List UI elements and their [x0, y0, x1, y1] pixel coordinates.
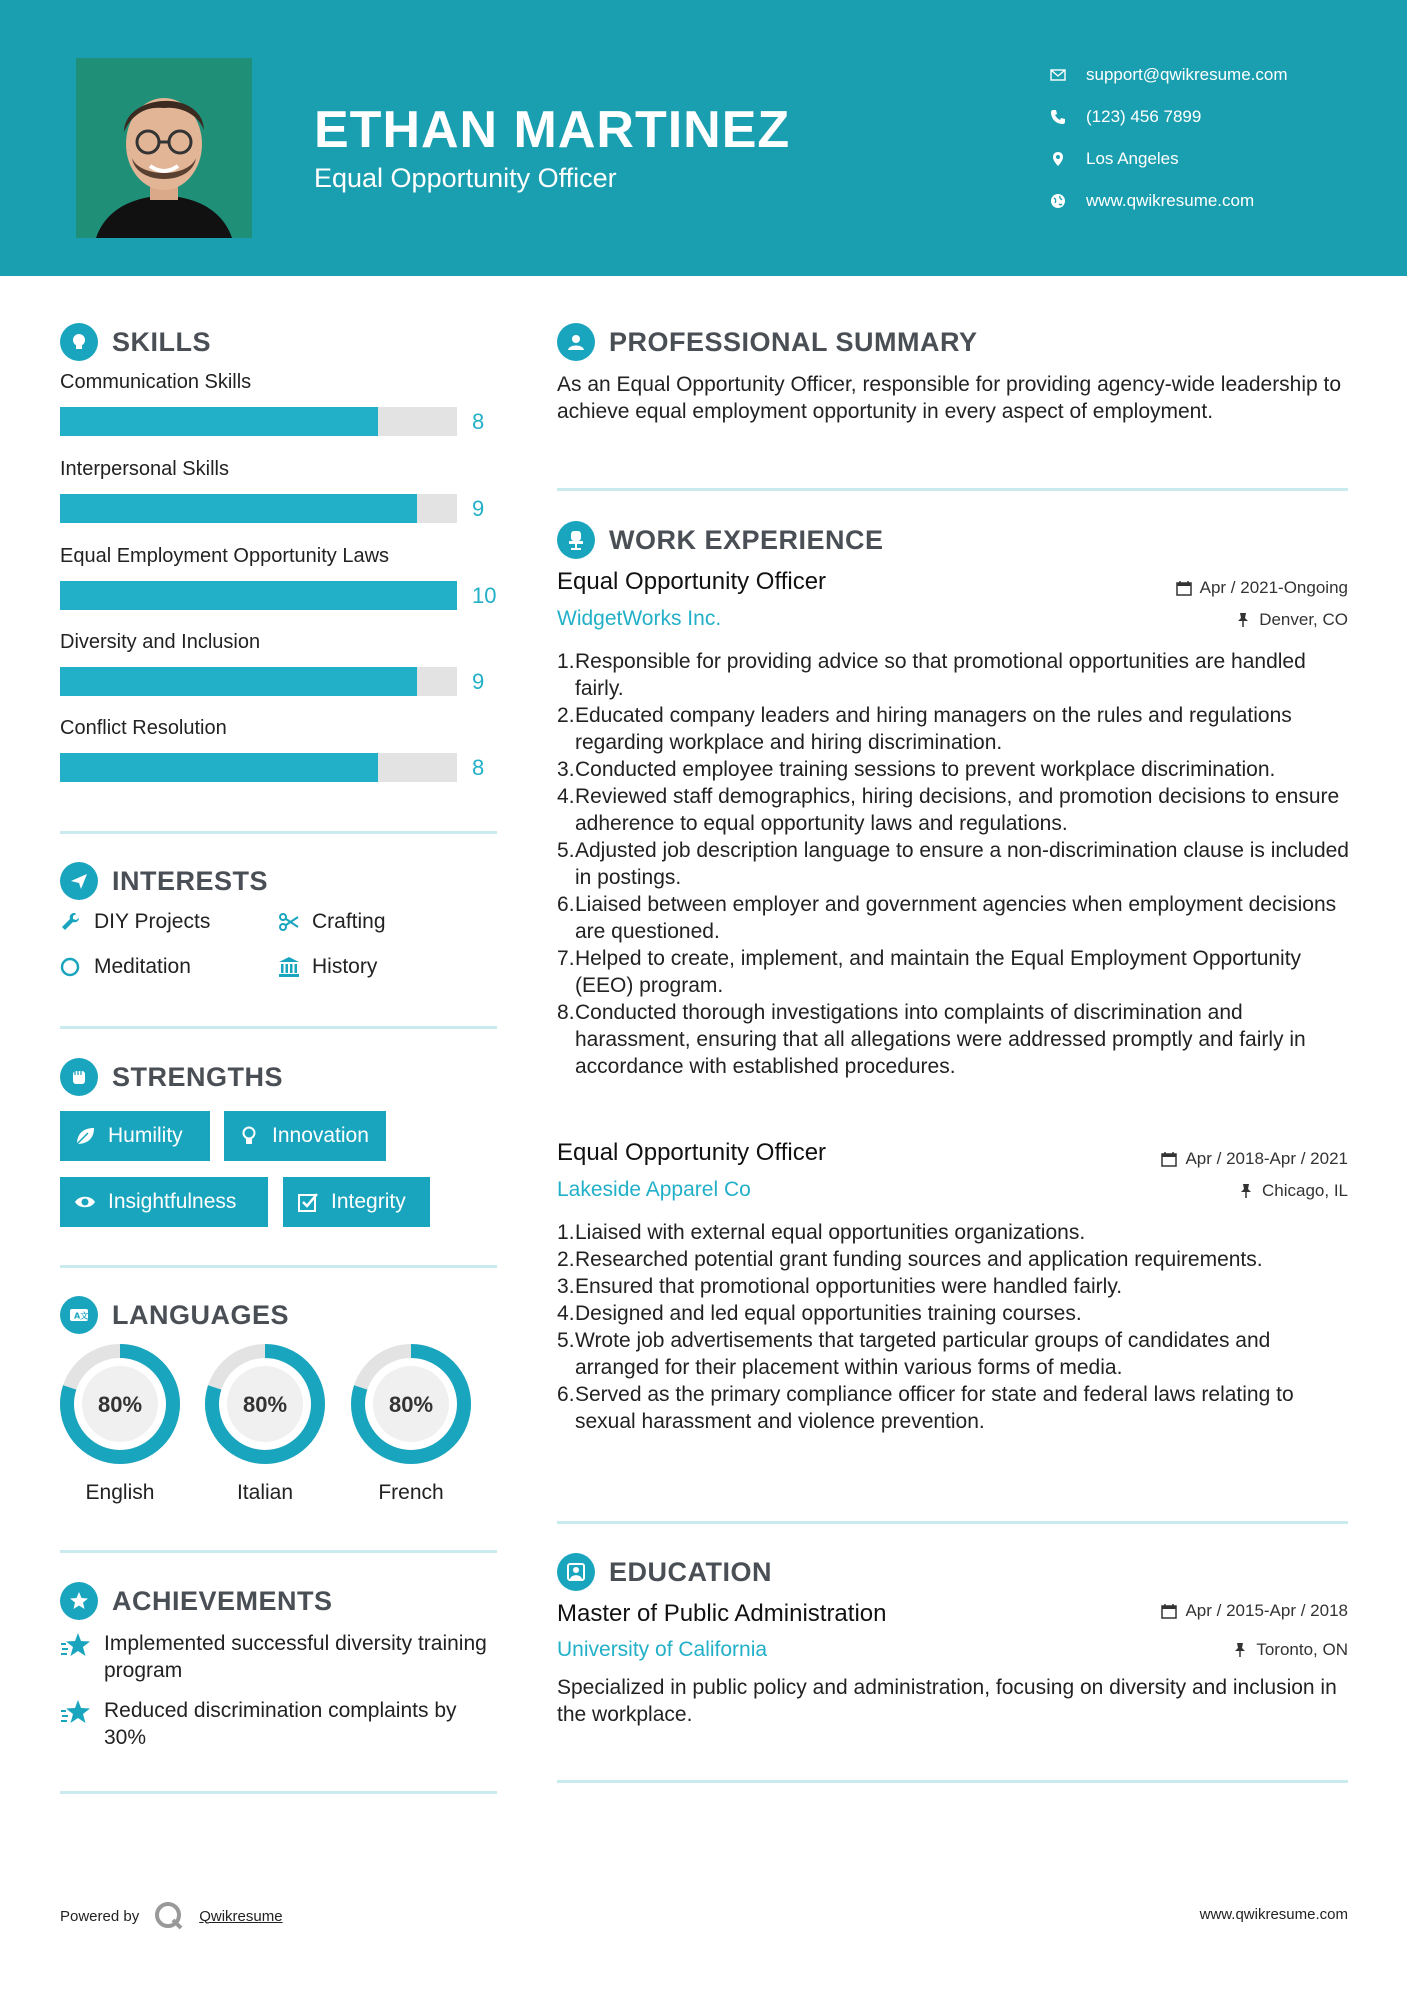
- language-ring: [204, 1343, 326, 1465]
- strength-label: Integrity: [331, 1190, 406, 1213]
- pushpin-icon: [1232, 1642, 1248, 1658]
- skill-value: 10: [472, 583, 497, 608]
- paper-plane-icon: [60, 862, 98, 900]
- summary-title: PROFESSIONAL SUMMARY: [609, 326, 978, 357]
- education-location: [1232, 1640, 1348, 1660]
- contact-email[interactable]: [1050, 54, 1288, 96]
- skill-value: 9: [472, 669, 485, 694]
- skill-bar: [60, 667, 457, 696]
- list-item: Ensured that promotional opportunities were handled fairly.: [575, 1275, 1123, 1298]
- graduate-icon: [557, 1553, 595, 1591]
- skill-bar-fill: [60, 753, 378, 782]
- languages-title: LANGUAGES: [112, 1299, 290, 1330]
- job-location: [1238, 1181, 1348, 1201]
- star-icon: [60, 1632, 92, 1660]
- skill-label: Diversity and Inclusion: [60, 631, 261, 653]
- strength-label: Insightfulness: [108, 1190, 237, 1213]
- language-item: [350, 1343, 472, 1505]
- section-divider: [60, 1791, 497, 1794]
- interest-label: Crafting: [312, 910, 386, 933]
- interest-item: [278, 910, 386, 934]
- list-item: Educated company leaders and hiring managers on the rules and regulations regarding workplace and hiring discrimination.: [575, 704, 1292, 754]
- achievements-title: ACHIEVEMENTS: [112, 1585, 333, 1616]
- star-badge-icon: [60, 1582, 98, 1620]
- section-divider: [60, 1265, 497, 1268]
- calendar-icon: [1161, 1151, 1177, 1167]
- language-name: French: [378, 1481, 444, 1504]
- calendar-icon: [1176, 580, 1192, 596]
- list-item: Researched potential grant funding sources and application requirements.: [575, 1248, 1263, 1271]
- contact-website[interactable]: [1050, 180, 1288, 222]
- globe-icon: [1050, 193, 1086, 209]
- responsibility-list: [557, 1219, 1357, 1435]
- section-divider: [60, 831, 497, 834]
- degree-title: Master of Public Administration: [557, 1600, 887, 1627]
- profile-photo-illustration: [76, 58, 252, 238]
- contact-location: [1050, 138, 1288, 180]
- profile-photo: [76, 58, 252, 238]
- strength-chip: [60, 1111, 210, 1161]
- language-icon: [60, 1296, 98, 1334]
- contact-website-text: www.qwikresume.com: [1086, 191, 1255, 210]
- job-dates-text: Apr / 2021-Ongoing: [1199, 578, 1348, 597]
- education-dates: [1161, 1601, 1348, 1621]
- contact-phone-text: (123) 456 7899: [1086, 107, 1202, 126]
- achievement-item: [60, 1630, 500, 1684]
- list-item: Conducted employee training sessions to prevent workplace discrimination.: [575, 758, 1276, 781]
- list-item: Adjusted job description language to ensure a non-discrimination clause is included in postings.: [575, 839, 1349, 889]
- job-title: Equal Opportunity Officer: [557, 1139, 827, 1166]
- languages-heading: [60, 1296, 289, 1334]
- lightbulb-icon: [238, 1125, 260, 1147]
- footer-url[interactable]: www.qwikresume.com: [1199, 1906, 1348, 1923]
- education-title: EDUCATION: [609, 1556, 772, 1587]
- section-divider: [557, 1521, 1348, 1524]
- language-percent: 80%: [242, 1392, 288, 1417]
- candidate-name: ETHAN MARTINEZ: [314, 101, 791, 159]
- skills-heading: [60, 323, 211, 361]
- list-item: Liaised between employer and government agencies when employment decisions are questioned.: [575, 893, 1337, 943]
- company-name: Lakeside Apparel Co: [557, 1178, 751, 1201]
- interests-title: INTERESTS: [112, 865, 269, 896]
- skill-bar: [60, 753, 457, 782]
- eye-icon: [74, 1191, 96, 1213]
- job-dates: [1176, 578, 1348, 598]
- location-pin-icon: [1050, 151, 1086, 167]
- section-divider: [557, 488, 1348, 491]
- brand-link[interactable]: Qwikresume: [199, 1907, 283, 1925]
- office-chair-icon: [557, 521, 595, 559]
- achievement-text: Implemented successful diversity training program: [104, 1632, 487, 1682]
- education-heading: [557, 1553, 772, 1591]
- strength-chip: [224, 1111, 386, 1161]
- qwikresume-logo-icon: [153, 1900, 185, 1932]
- summary-heading: [557, 323, 978, 361]
- section-divider: [557, 1780, 1348, 1783]
- job-dates-text: Apr / 2018-Apr / 2021: [1185, 1149, 1348, 1168]
- list-item: Responsible for providing advice so that promotional opportunities are handled fairly.: [575, 650, 1306, 700]
- user-icon: [557, 323, 595, 361]
- summary-text: As an Equal Opportunity Officer, responsible for providing agency-wide leadership to achieve equal employment opportunity in every aspect of employment.: [557, 373, 1342, 423]
- skill-label: Conflict Resolution: [60, 717, 227, 739]
- pushpin-icon: [1238, 1183, 1254, 1199]
- envelope-icon: [1050, 67, 1086, 83]
- scissors-icon: [278, 911, 300, 933]
- powered-by-text: Powered by: [60, 1907, 140, 1925]
- skill-bar-fill: [60, 494, 417, 523]
- skills-title: SKILLS: [112, 326, 212, 357]
- candidate-title: Equal Opportunity Officer: [314, 163, 617, 193]
- strength-chip: [60, 1177, 268, 1227]
- lightbulb-icon: [60, 323, 98, 361]
- svg-text:A文: A文: [74, 1311, 89, 1321]
- resume-header: [0, 0, 1407, 276]
- skill-value: 9: [472, 496, 485, 521]
- list-item: Served as the primary compliance officer for state and federal laws relating to sexual harassment and violence prevention.: [575, 1383, 1294, 1433]
- school-name: University of California: [557, 1638, 768, 1661]
- interests-heading: [60, 862, 268, 900]
- interest-label: DIY Projects: [94, 910, 211, 933]
- skill-label: Communication Skills: [60, 371, 252, 393]
- language-percent: 80%: [97, 1392, 143, 1417]
- job-location-text: Denver, CO: [1259, 610, 1348, 629]
- skill-bar: [60, 407, 457, 436]
- star-icon: [60, 1699, 92, 1727]
- list-item: Helped to create, implement, and maintain the Equal Employment Opportunity (EEO) program.: [575, 947, 1302, 997]
- interest-label: History: [312, 955, 378, 978]
- skill-label: Equal Employment Opportunity Laws: [60, 545, 390, 567]
- skill-value: 8: [472, 755, 485, 780]
- wrench-icon: [60, 911, 82, 933]
- language-ring: [59, 1343, 181, 1465]
- achievement-text: Reduced discrimination complaints by 30%: [104, 1699, 457, 1749]
- list-item: Designed and led equal opportunities training courses.: [575, 1302, 1082, 1325]
- skill-bar-fill: [60, 581, 457, 610]
- list-item: Liaised with external equal opportunities organizations.: [575, 1221, 1086, 1244]
- strengths-title: STRENGTHS: [112, 1061, 284, 1092]
- job-dates: [1161, 1149, 1348, 1169]
- job-location: [1235, 610, 1348, 630]
- language-percent: 80%: [388, 1392, 434, 1417]
- check-square-icon: [297, 1191, 319, 1213]
- skill-bar: [60, 494, 457, 523]
- section-divider: [60, 1026, 497, 1029]
- education-text: Specialized in public policy and administration, focusing on diversity and inclusion in the workplace.: [557, 1676, 1337, 1726]
- strengths-heading: [60, 1058, 283, 1096]
- pushpin-icon: [1235, 612, 1251, 628]
- interest-item: [60, 910, 210, 934]
- museum-icon: [278, 956, 300, 978]
- language-item: [204, 1343, 326, 1505]
- responsibility-list: [557, 648, 1357, 1080]
- calendar-icon: [1161, 1603, 1177, 1619]
- list-item: Wrote job advertisements that targeted particular groups of candidates and arranged for their placement within various forms of media.: [575, 1329, 1271, 1379]
- strength-label: Humility: [108, 1124, 183, 1147]
- education-dates-text: Apr / 2015-Apr / 2018: [1185, 1601, 1348, 1620]
- strength-chip: [283, 1177, 430, 1227]
- job-location-text: Chicago, IL: [1262, 1181, 1348, 1200]
- language-name: English: [85, 1481, 155, 1504]
- contact-phone[interactable]: [1050, 96, 1288, 138]
- achievements-heading: [60, 1582, 333, 1620]
- language-name: Italian: [236, 1481, 294, 1504]
- interest-item: [278, 955, 377, 979]
- interest-label: Meditation: [94, 955, 191, 978]
- experience-title: WORK EXPERIENCE: [609, 524, 884, 555]
- skill-bar-fill: [60, 407, 378, 436]
- skill-bar-fill: [60, 667, 417, 696]
- skill-value: 8: [472, 409, 485, 434]
- list-item: Reviewed staff demographics, hiring decisions, and promotion decisions to ensure adherence to equal opportunity laws and regulations.: [575, 785, 1340, 835]
- fist-icon: [60, 1058, 98, 1096]
- achievement-item: [60, 1697, 500, 1751]
- skill-label: Interpersonal Skills: [60, 458, 229, 480]
- contact-email-text: support@qwikresume.com: [1086, 65, 1288, 84]
- phone-icon: [1050, 109, 1086, 125]
- circle-icon: [60, 956, 82, 978]
- interest-item: [60, 955, 191, 979]
- skill-bar: [60, 581, 457, 610]
- job-title: Equal Opportunity Officer: [557, 568, 827, 595]
- education-location-text: Toronto, ON: [1256, 1640, 1348, 1659]
- language-ring: [350, 1343, 472, 1465]
- contact-location-text: Los Angeles: [1086, 149, 1179, 168]
- list-item: Conducted thorough investigations into complaints of discrimination and harassment, ensuring that all allegations were addressed promptly and fairly in accordance with established procedures.: [575, 1001, 1306, 1078]
- section-divider: [60, 1550, 497, 1553]
- experience-heading: [557, 521, 884, 559]
- company-name: WidgetWorks Inc.: [557, 607, 722, 630]
- contact-list: [1050, 54, 1288, 222]
- footer-powered-by: [60, 1900, 283, 1932]
- leaf-icon: [74, 1125, 96, 1147]
- language-item: [59, 1343, 181, 1505]
- strength-label: Innovation: [272, 1124, 369, 1147]
